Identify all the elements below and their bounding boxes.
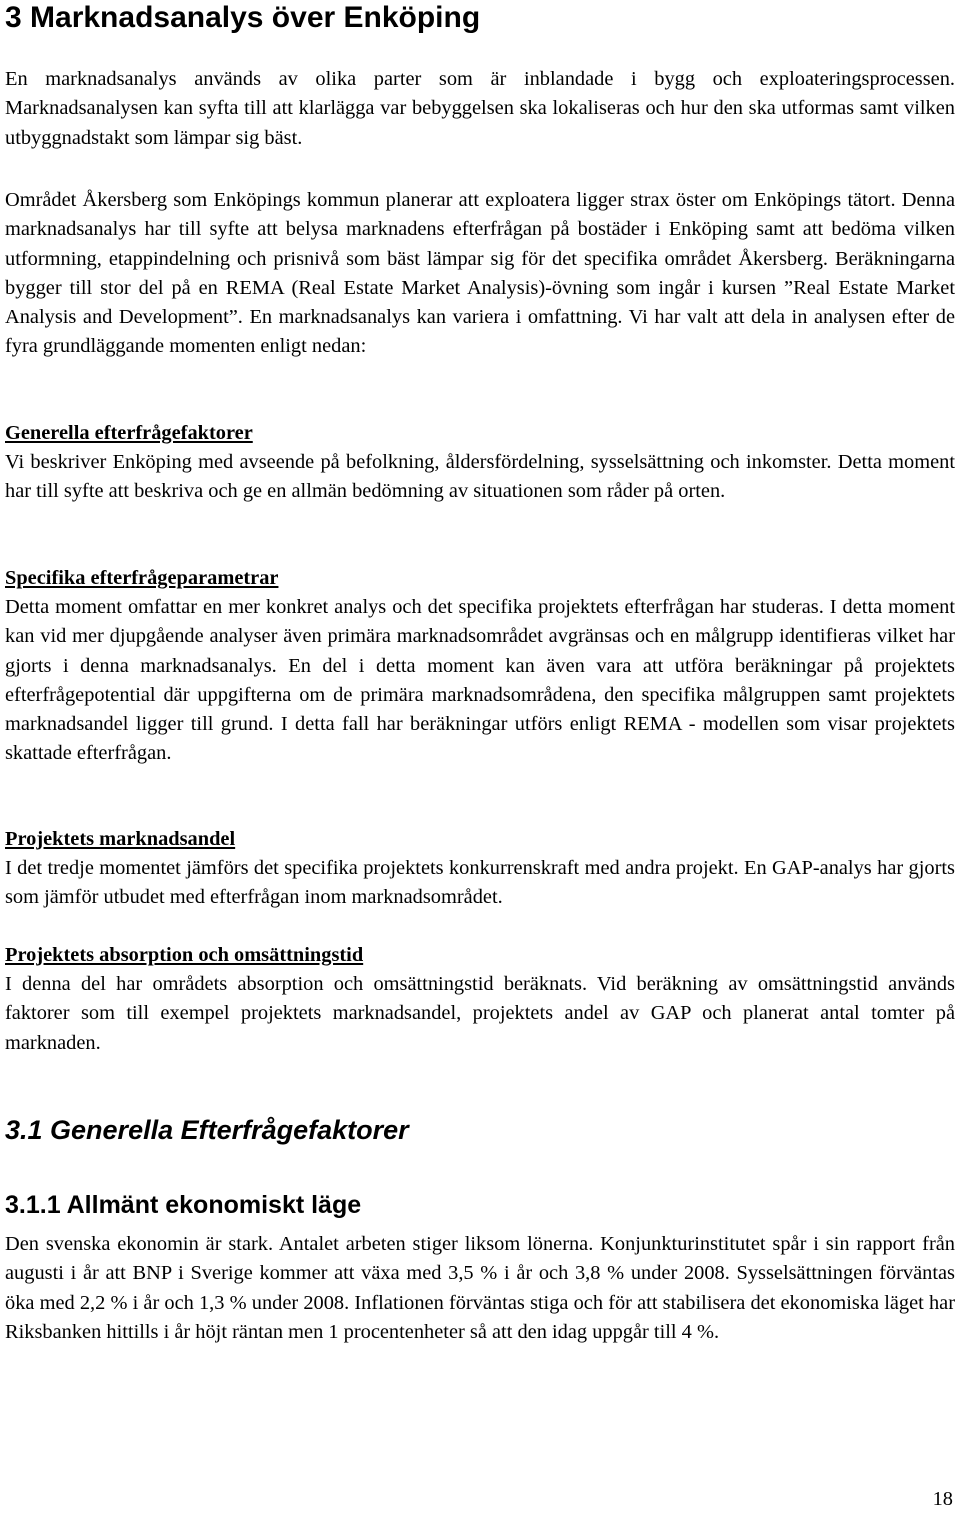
subsection-title: 3.1.1 Allmänt ekonomiskt läge (5, 1191, 362, 1219)
intro-paragraph-2: Området Åkersberg som Enköpings kommun planerar att exploatera ligger strax öster om Enköpings tätort. Denna marknadsanalys har till syfte att belysa marknadens efterfrågan på bostäder i Enköping samt att bedöma vilken utformning, etappindelning och prisnivå som bäst lämpar sig för det specifika området Åkersberg. Beräkningarna bygger till stor del på en REMA (Real Estate Market Analysis)-övning som ingår i kursen ”Real Estate Market Analysis and Development”. En marknadsanalys kan variera i omfattning. Vi har valt att dela in analysen efter de fyra grundläggande momenten enligt nedan: (5, 189, 955, 358)
page-number: 18 (932, 1488, 953, 1510)
moment-heading-demand-factors: Generella efterfrågefaktorer (5, 422, 253, 444)
moment-text-absorption: I denna del har områdets absorption och omsättningstid beräknats. Vid beräkning av omsättningstid används faktorer som till exempel projektets marknadsandel, projektets andel av GAP och planerat antal tomter på marknaden. (5, 973, 955, 1054)
moment-heading-market-share: Projektets marknadsandel (5, 828, 236, 850)
moment-heading-absorption: Projektets absorption och omsättningstid (5, 944, 364, 966)
subsection-paragraph: Den svenska ekonomin är stark. Antalet arbeten stiger liksom lönerna. Konjunkturinstitutet spår i sin rapport från augusti i år att BNP i Sverige kommer att växa med 3,5 % i år och 3,8 % under 2008. Sysselsättningen förväntas öka med 2,2 % i år och 1,3 % under 2008. Inflationen förväntas stiga och för att stabilisera det ekonomiska läget har Riksbanken hittills i år höjt räntan men 1 procentenheter så att den idag uppgår till 4 %. (5, 1233, 955, 1343)
moment-text-demand-factors: Vi beskriver Enköping med avseende på befolkning, åldersfördelning, sysselsättning och inkomster. Detta moment har till syfte att beskriva och ge en allmän bedömning av situationen som råder på orten. (5, 451, 955, 503)
moment-heading-demand-parameters: Specifika efterfrågeparametrar (5, 567, 279, 589)
intro-paragraph-1: En marknadsanalys används av olika parter som är inblandade i bygg och exploateringsprocessen. Marknadsanalysen kan syfta till att klarlägga var bebyggelsen ska lokaliseras och hur den ska utformas samt vilken utbyggnadstakt som lämpar sig bäst. (5, 68, 955, 149)
chapter-title: 3 Marknadsanalys över Enköping (5, 1, 481, 34)
section-title: 3.1 Generella Efterfrågefaktorer (5, 1115, 409, 1145)
moment-text-market-share: I det tredje momentet jämförs det specifika projektets konkurrenskraft med andra projekt. En GAP-analys har gjorts som jämför utbudet med efterfrågan inom marknadsområdet. (5, 857, 955, 909)
moment-text-demand-parameters: Detta moment omfattar en mer konkret analys och det specifika projektets efterfrågan har studeras. I detta moment kan vid mer djupgående analyser även primära marknadsområdet avgränsas och en målgrupp identifieras vilket har gjorts i denna marknadsanalys. En del i detta moment kan även vara att utföra beräkningar på projektets efterfrågepotential där uppgifterna om de primära marknadsområdena, den specifika målgruppen samt projektets marknadsandel ligger till grund. I detta fall har beräkningar utförs enligt REMA - modellen som visar projektets skattade efterfrågan. (5, 596, 955, 765)
